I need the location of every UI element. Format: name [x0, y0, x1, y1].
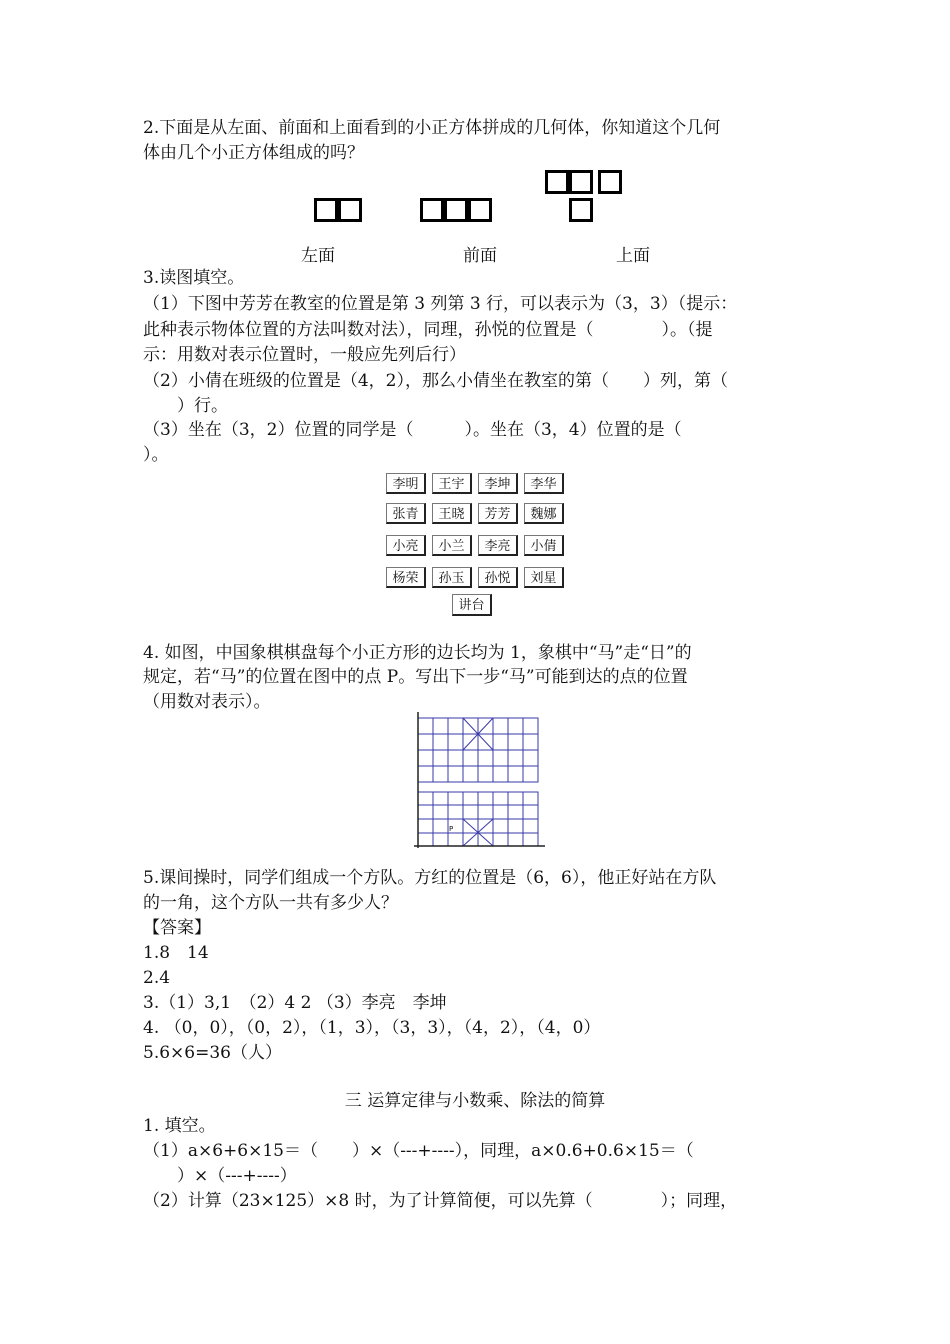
answer-5: 5.6×6=36（人）	[143, 1043, 282, 1063]
section3-q1-part1-line1: （1）a×6+6×15＝（ ）×（---+----），同理，a×0.6+0.6×15＝（	[143, 1141, 694, 1161]
seat-cell: 李明	[386, 473, 426, 494]
section3-q1-title: 1. 填空。	[143, 1116, 216, 1136]
seat-cell: 杨荣	[386, 567, 426, 588]
point-p-label: P	[449, 825, 454, 833]
q3-part1-line1: （1）下图中芳芳在教室的位置是第 3 列第 3 行，可以表示为（3，3）（提示：	[143, 294, 738, 314]
seat-cell: 王晓	[432, 503, 472, 524]
view-label-front: 前面	[463, 246, 497, 266]
q4-text-line2: 规定，若“马”的位置在图中的点 P。写出下一步“马”可能到达的点的位置	[143, 667, 688, 687]
seat-cell: 芳芳	[478, 503, 518, 524]
seat-cell: 小倩	[524, 535, 564, 556]
chess-board	[408, 708, 548, 854]
seat-cell: 魏娜	[524, 503, 564, 524]
answers-title: 【答案】	[143, 918, 211, 938]
section3-q1-part1-line2: ）×（---+----）	[143, 1166, 297, 1186]
q5-text-line1: 5.课间操时，同学们组成一个方队。方红的位置是（6，6），他正好站在方队	[143, 868, 717, 888]
q3-part3-line1: （3）坐在（3，2）位置的同学是（ ）。坐在（3，4）位置的是（	[143, 420, 682, 440]
q3-part2-line2: ）行。	[143, 396, 228, 416]
seat-cell: 李亮	[478, 535, 518, 556]
answer-4: 4. （0，0），（0，2），（1，3），（3，3），（4，2），（4，0）	[143, 1018, 601, 1038]
seat-cell: 李坤	[478, 473, 518, 494]
seat-cell: 张青	[386, 503, 426, 524]
seat-cell: 刘星	[524, 567, 564, 588]
seat-cell: 王宇	[432, 473, 472, 494]
podium: 讲台	[452, 594, 492, 616]
answer-1: 1.8 14	[143, 943, 209, 963]
view-label-top: 上面	[616, 246, 650, 266]
q3-part1-line3: 示：用数对表示位置时，一般应先列后行）	[143, 345, 466, 365]
q5-text-line2: 的一角，这个方队一共有多少人？	[143, 893, 398, 913]
answer-3: 3.（1）3,1 （2）4 2 （3）李亮 李坤	[143, 993, 447, 1013]
seat-cell: 小亮	[386, 535, 426, 556]
section-heading: 三 运算定律与小数乘、除法的简算	[344, 1091, 606, 1111]
q2-text-line1: 2.下面是从左面、前面和上面看到的小正方体拼成的几何体，你知道这个几何	[143, 118, 721, 138]
seat-cell: 小兰	[432, 535, 472, 556]
answer-2: 2.4	[143, 968, 171, 988]
seat-cell: 李华	[524, 473, 564, 494]
q3-part3-line2: ）。	[143, 445, 169, 465]
seat-cell: 孙悦	[478, 567, 518, 588]
q2-text-line2: 体由几个小正方体组成的吗？	[143, 143, 364, 163]
q3-title: 3.读图填空。	[143, 268, 245, 288]
seat-cell: 孙玉	[432, 567, 472, 588]
q4-text-line1: 4. 如图，中国象棋棋盘每个小正方形的边长均为 1，象棋中“马”走“日”的	[143, 643, 692, 663]
section3-q1-part2-line1: （2）计算（23×125）×8 时，为了计算简便，可以先算（ ）；同理，	[143, 1191, 738, 1211]
view-label-left: 左面	[301, 246, 335, 266]
q4-text-line3: （用数对表示）。	[143, 692, 271, 712]
q3-part2-line1: （2）小倩在班级的位置是（4，2），那么小倩坐在教室的第（ ）列，第（	[143, 371, 728, 391]
q3-part1-line2: 此种表示物体位置的方法叫数对法），同理，孙悦的位置是（ ）。（提	[143, 320, 713, 340]
